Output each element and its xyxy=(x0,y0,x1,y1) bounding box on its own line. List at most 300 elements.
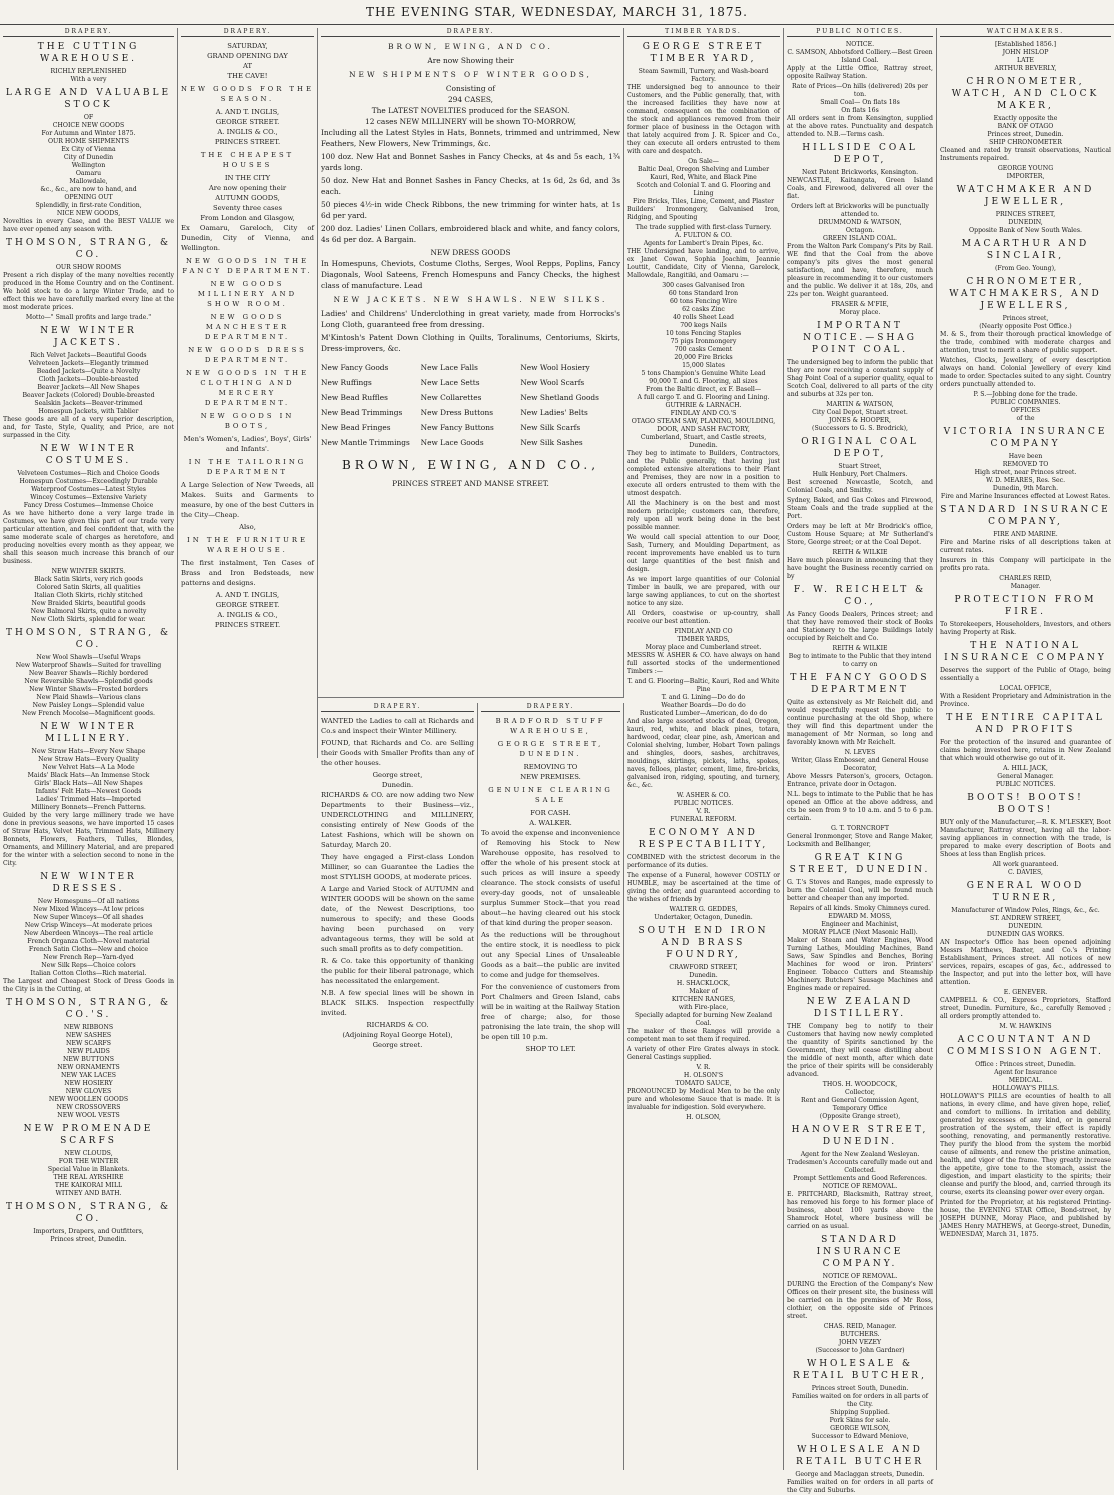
text-line: New Plaid Shawls—Various clans xyxy=(36,694,141,701)
text-line: 90,000 T. and G. Flooring, all sizes xyxy=(649,378,758,385)
text-line: Homespun Costumes—Exceedingly Durable xyxy=(19,478,158,485)
text-line: THOMSON, STRANG, & CO. xyxy=(6,238,171,260)
text-line: GEORGE STREET TIMBER YARD, xyxy=(642,42,765,64)
text-line: AT xyxy=(242,62,253,70)
text-line: ACCOUNTANT AND COMMISSION AGENT. xyxy=(947,1035,1104,1057)
text-line: STANDARD INSURANCE COMPANY, xyxy=(940,505,1111,527)
text-line: OPENING OUT xyxy=(64,194,113,201)
text-line: OF xyxy=(83,114,94,121)
text-line: Successor to Edward Meniove, xyxy=(811,1433,909,1440)
text-line: New Waterproof Shawls—Suited for travelling xyxy=(15,662,162,669)
text-line: A. FULTON & CO. xyxy=(675,232,732,239)
text-line: NEW CROSSOVERS xyxy=(56,1104,121,1111)
text-line: 700 casks Cement xyxy=(674,346,733,353)
text-line: NEW PREMISES. xyxy=(520,773,581,781)
text-line: GENERAL WOOD TURNER, xyxy=(966,881,1085,903)
text-line: NEW ORNAMENTS xyxy=(57,1064,120,1071)
text-line: The maker of these Ranges will provide a competent man to set them if required. xyxy=(627,1028,780,1043)
fancy-goods-item: New Wool Hosiery xyxy=(520,363,590,372)
text-line: Kauri, Red, White, and Black Pine xyxy=(650,174,757,181)
text-line: HOLLOWAY'S PILLS are ecounties of health to all nations, in every clime, and have given hope, relief, and comfort to millions. In irritation and debility, generated by excesses of any kind, or in general prostration of the system, their effect is rapidly soothing, renovating, and permanently restorative. They purify the blood from the system the morbid cause of ailments, and renew the pristine animation, health, and vigor of the frame. They greatly increase the appetite, give tone to the stomach, assist the digestion, and impart elasticity to the spirits; their cleanse and purify the blood, and, carried through its course, exerts its cleansing power over every organ. xyxy=(940,1093,1111,1196)
fancy-goods-item: New Collarettes xyxy=(420,393,482,402)
text-line: Seventy three cases xyxy=(212,204,283,212)
fancy-goods-item: New Lace Setts xyxy=(420,378,480,387)
text-line: Repairs of all kinds. Smoky Chimneys cured. xyxy=(789,905,931,912)
text-line: FINDLAY AND CO.'S xyxy=(670,410,737,417)
text-line: GEORGE YOUNG xyxy=(997,165,1054,172)
text-line: Agents for Lambert's Drain Pipes, &c. xyxy=(643,240,764,247)
fancy-goods-item: New Mantle Trimmings xyxy=(321,438,410,447)
text-line: 20,000 Fire Bricks xyxy=(674,354,733,361)
text-line: C. SAMSON, Abbotsford Colliery.—Best Green Island Coal. xyxy=(787,49,933,64)
text-line: Oamaru xyxy=(75,170,102,177)
text-line: Above Messrs Paterson's, grocers, Octagon. Entrance, private door in Octagon. xyxy=(787,773,933,788)
fancy-goods-item: New Dress Buttons xyxy=(420,408,494,417)
column-header: DRAPERY. xyxy=(481,703,620,712)
text-line: GEORGE STREET. xyxy=(215,118,280,126)
text-line: HILLSIDE COAL DEPOT, xyxy=(802,143,918,165)
text-line: NEW WOOL VESTS xyxy=(57,1112,120,1119)
text-line: MESSRS W. ASHER & CO. have always on hand full assorted stocks of the undermentioned Timbers :— xyxy=(627,652,780,675)
text-line: NEW SCARFS xyxy=(66,1040,111,1047)
fancy-goods-list xyxy=(321,362,620,448)
text-line: COMBINED with the strictest decorum in the performance of its duties. xyxy=(627,854,780,869)
text-line: French Organza Cloth—Novel material xyxy=(27,938,150,945)
text-line: City Coal Depot, Stuart street. xyxy=(812,409,908,416)
text-line: (From Geo. Young), xyxy=(995,265,1056,272)
text-line: Mallowdale, xyxy=(69,178,108,185)
text-line: M'Kintosh's Patent Down Clothing in Quilts, Toralinums, Centoriums, Skirts, Dress-improvers, &c. xyxy=(321,333,620,353)
text-line: SHOP TO LET. xyxy=(525,1045,576,1053)
text-line: Ladies' Trimmed Hats—Imported xyxy=(36,796,141,803)
text-line: THE NATIONAL INSURANCE COMPANY xyxy=(944,641,1107,663)
text-line: GRAND OPENING DAY xyxy=(207,52,288,60)
text-line: Beaver Jackets (Colored) Double-breasted xyxy=(22,392,155,399)
text-line: N.L. begs to intimate to the Public that he has opened an Office at the above address, and cts be seen from 9 to 10 a.m. and 5 to 6 p.m. certain. xyxy=(787,791,933,822)
text-line: NEWCASTLE, Kaitangata, Green Island Coals, and Firewood, delivered all over the flat. xyxy=(787,177,933,200)
text-line: THE CUTTING WAREHOUSE. xyxy=(37,42,140,64)
text-line: BROWN, EWING, AND CO. xyxy=(388,42,553,51)
text-line: Special Value in Blankets. xyxy=(47,1166,130,1173)
text-line: Apply at the Little Office, Rattray street, opposite Railway Station. xyxy=(787,65,933,80)
text-line: The trade supplied with first-class Turnery. xyxy=(635,224,772,231)
text-line: The LATEST NOVELTIES produced for the SEASON. xyxy=(371,106,570,115)
text-line: NEW PROMENADE SCARFS xyxy=(23,1124,154,1146)
text-line: 75 pigs Ironmongery xyxy=(670,338,737,345)
text-line: Pork Skins for sale. xyxy=(829,1417,891,1424)
text-line: NEW WINTER SKIRTS. xyxy=(51,568,126,575)
text-line: M. W. HAWKINS xyxy=(999,1023,1052,1030)
text-line: French Satin Cloths—New and choice xyxy=(28,946,149,953)
text-line: [Established 1856.] xyxy=(994,41,1057,48)
text-line: Beaver Jackets—All New Shapes xyxy=(37,384,140,391)
text-line: FINDLAY AND CO xyxy=(674,628,733,635)
text-line: NEW BUTTONS xyxy=(62,1056,115,1063)
text-line: New French Mocolse—Magnificent goods. xyxy=(21,710,156,717)
text-line: Cloth Jackets—Double-breasted xyxy=(38,376,139,383)
text-line: Exactly opposite the xyxy=(993,115,1058,122)
text-line: (Successors to G. S. Brodrick), xyxy=(812,425,908,432)
text-line: GUTHRIE & LARNACH. xyxy=(665,402,742,409)
text-line: Dunedin. xyxy=(381,781,414,789)
column-header: DRAPERY. xyxy=(321,703,474,712)
text-line: New Balmoral Skirts, quite a novelty xyxy=(30,608,147,615)
text-line: F. W. REICHELT & CO., xyxy=(793,585,927,607)
text-line: Deserves the support of the Public of Otago, being essentially a xyxy=(940,667,1111,682)
text-line: AN Inspector's Office has been opened adjoining Messrs Matthews, Baxter, and Co.'s Printing Establishment, Princes street. All notices of new services, repairs, escapes of gas, &c., addressed to the Inspector, and put into the letter box, will have attention. xyxy=(940,939,1111,986)
masthead-title: THE EVENING STAR, WEDNESDAY, MARCH 31, 1875. xyxy=(366,5,748,19)
text-line: CRAWFORD STREET, xyxy=(669,964,738,971)
text-line: Fire Bricks, Tiles, Lime, Cement, and Plaster xyxy=(632,198,775,205)
text-line: In Homespuns, Cheviots, Costume Cloths, Serges, Wool Repps, Poplins, Fancy Diagonals, Wool Sateens, French Homespuns and Fancy Checks, the highest class of manufacture. Lead xyxy=(321,259,620,290)
text-line: New Crisp Winceys—At moderate prices xyxy=(24,922,153,929)
text-line: Infants' Felt Hats—Newest Goods xyxy=(35,788,142,795)
text-line: Guided by the very large millinery trade we have done in previous seasons, we have imported 15 cases of Straw Hats, Velvet Hats, Trimmed Hats, Millinery Bonnets, Flowers, Feathers, Tulles, Blondes, Ornaments, and Millinery Material, and are prepared for the winter with a selection second to none in the City. xyxy=(3,812,174,867)
text-line: W. D. MEARES, Res. Sec. xyxy=(985,477,1066,484)
text-line: EDWARD M. MOSS, xyxy=(828,913,892,920)
text-line: We would call special attention to our Door, Sash, Turnery, and Moulding Department, as recent improvements have enabled us to turn out large quantities of the best finish and design. xyxy=(627,534,780,573)
text-line: As we have hitherto done a very large trade in Costumes, we have given this part of our trade very particular attention, and feel confident that, with the same moderate scale of charges as heretofore, and producing novelties every month as they appear, we shall this season much increase this branch of our business. xyxy=(3,510,174,565)
text-line: 100 doz. New Hat and Bonnet Sashes in Fancy Checks, at 4s and 5s each, 1¾ yards long. xyxy=(321,152,620,172)
text-line: Have been xyxy=(1008,453,1043,460)
text-line: Maker of xyxy=(689,988,718,995)
text-line: Wellington xyxy=(71,162,106,169)
text-line: DUNEDIN, xyxy=(1008,219,1043,226)
column-header: WATCHMAKERS. xyxy=(940,28,1111,37)
text-line: N.B. A few special lines will be shown in BLACK SILKS. Inspection respectfully invited. xyxy=(321,989,474,1017)
text-line: 40 rolls Sheet Lead xyxy=(672,314,735,321)
text-line: THOMSON, STRANG, & CO. xyxy=(6,628,171,650)
column-drapery-brown-ewing xyxy=(318,28,624,698)
text-line: Collector, xyxy=(845,1089,875,1096)
text-line: THE undersigned beg to announce to their Customers, and the Public generally, that, with the increased facilities they have now at command, consequent on the combination of the stock and appliances removed from their former place of business in the Octagon with that lately acquired from J. R. Spicer and Co., they can execute all orders entrusted to them with care and despatch. xyxy=(627,84,780,155)
text-line: New Beaver Shawls—Richly bordered xyxy=(28,670,149,677)
text-line: George and Maclaggan streets, Dunedin. xyxy=(795,1471,925,1478)
text-line: Beg to intimate to the Public that they intend to carry on xyxy=(788,653,932,668)
text-line: VICTORIA INSURANCE COMPANY xyxy=(943,427,1108,449)
text-line: P. S.—Jobbing done for the trade. xyxy=(973,391,1078,398)
text-line: Small Coal— On flats 18s xyxy=(820,99,900,106)
text-line: V. R. xyxy=(696,1064,711,1071)
text-line: IMPORTER, xyxy=(1006,173,1045,180)
text-line: Builders' Ironmongery, Galvanised Iron, Ridging, and Spouting xyxy=(627,206,780,221)
text-line: Wincey Costumes—Extensive Variety xyxy=(30,494,147,501)
text-line: 200 doz. Ladies' Linen Collars, embroidered black and white, and fancy colors, 4s 6d per doz. A Bargain. xyxy=(321,224,620,244)
text-line: GEORGE STREET. xyxy=(215,601,280,609)
text-line: George street, xyxy=(372,771,423,779)
text-line: George street. xyxy=(372,1041,423,1049)
column-body xyxy=(181,41,314,630)
fancy-goods-item: New Silk Scarfs xyxy=(520,423,581,432)
text-line: GENUINE CLEARING SALE xyxy=(488,786,613,804)
text-line: New Homespuns—Of all nations xyxy=(37,898,140,905)
text-line: 700 kegs Nails xyxy=(680,322,727,329)
text-line: JOHN VEZEY xyxy=(838,1339,882,1346)
text-line: Orders may be left at Mr Brodrick's office, Custom House Square; at Mr Sutherland's Store, George street; or at the Coal Depot. xyxy=(787,523,933,546)
text-line: BANK OF OTAGO xyxy=(997,123,1054,130)
text-line: Ex Oamaru, Gareloch, City of Dunedin, City of Vienna, and Wellington. xyxy=(181,224,314,252)
text-line: Ladies' and Childrens' Underclothing in great variety, made from Horrocks's Long Cloth, guaranteed free from dressing. xyxy=(321,309,620,329)
text-line: WANTED the Ladies to call at Richards and Co.s and inspect their Winter Millinery. xyxy=(321,717,474,735)
text-line: SATURDAY, xyxy=(227,42,268,50)
text-line: HOLLOWAY'S PILLS. xyxy=(992,1085,1059,1092)
text-line: Sydney, Baked, and Gas Cokes and Firewood, Steam Coals and the trade supplied at the Port. xyxy=(787,497,933,520)
text-line: General Ironmonger, Stove and Range Maker, Locksmith and Bellhanger, xyxy=(787,833,933,848)
text-line: Cumberland, Stuart, and Castle streets, Dunedin. xyxy=(640,434,767,449)
text-line: WHOLESALE & RETAIL BUTCHER, xyxy=(793,1359,927,1381)
text-line: With a Resident Proprietary and Administration in the Province. xyxy=(940,693,1111,708)
text-line: Dunedin, 9th March. xyxy=(992,485,1059,492)
text-line: A full cargo T. and G. Flooring and Lining. xyxy=(637,394,770,401)
text-line: The Largest and Cheapest Stock of Dress Goods in the City is in the Cutting, at xyxy=(3,978,174,993)
text-line: NOTICE. xyxy=(845,41,875,48)
text-line: REITH & WILKIE xyxy=(832,549,888,556)
column-header: DRAPERY. xyxy=(181,28,314,37)
text-line: New Velvet Hats—A La Mode xyxy=(42,764,135,771)
column-public-notices xyxy=(784,28,937,1494)
text-line: NEW PLAIDS xyxy=(67,1048,110,1055)
text-line: Ex City of Vienna xyxy=(61,146,116,153)
text-line: MARTIN & WATSON, xyxy=(826,401,894,408)
text-line: NEW RIBBONS xyxy=(63,1024,114,1031)
text-line: Sealskin Jackets—Beaver-trimmed xyxy=(34,400,143,407)
fancy-goods-item: New Fancy Goods xyxy=(321,363,389,372)
text-line: OUR SHOW ROOMS xyxy=(55,264,122,271)
text-line: FUNERAL REFORM. xyxy=(670,816,737,823)
text-line: New Paisley Longs—Splendid value xyxy=(32,702,145,709)
text-line: Motto—" Small profits and large trade." xyxy=(25,314,152,321)
text-line: 15,000 Slates xyxy=(682,362,725,369)
text-line: From the Baltic direct, ex F. Basell— xyxy=(645,386,762,393)
text-line: Homespun Jackets, with Tablier xyxy=(38,408,139,415)
text-line: Rusticated Lumber—American, do do do xyxy=(639,710,768,717)
text-line: Stuart Street, xyxy=(838,463,882,470)
text-line: C. DAVIES, xyxy=(1008,869,1043,876)
text-line: To avoid the expense and inconvenience of Removing his Stock to New Warehouse opposite, has resolved to offer the whole of his present stock at such prices as will insure a speedy clearance. The stock consists of useful every-day goods, not of unsaleable surplus Summer Stock—that you read about—he having cleared out his stock of that kind during the proper season. xyxy=(481,829,620,927)
fancy-goods-item: New Ruffings xyxy=(321,378,372,387)
text-line: THE Undersigned have landing, and to arrive, ex Janet Cowan, Sophia Joachim, Jeannie Louttit, Candidate, City of Vienna, Garelock, Mallowdale, Rangitiki, and Oamaru :— xyxy=(627,248,780,279)
text-line: A. HILL JACK, xyxy=(1003,765,1048,772)
fancy-goods-item: New Bead Ruffles xyxy=(321,393,388,402)
text-line: H. OLSON'S xyxy=(683,1072,724,1079)
column-body xyxy=(787,41,933,1495)
column-body xyxy=(321,716,474,1050)
text-line: NEW DRESS GOODS xyxy=(430,248,511,257)
text-line: A. INGLIS & CO., xyxy=(217,611,278,619)
text-line: STANDARD INSURANCE COMPANY. xyxy=(816,1235,904,1269)
text-line: THE CHEAPEST HOUSES xyxy=(200,151,295,169)
text-line: Black Satin Skirts, very rich goods xyxy=(34,576,143,583)
text-line: JOHN HISLOP xyxy=(1002,49,1049,56)
text-line: REMOVED TO xyxy=(1002,461,1049,468)
text-line: IN THE CITY xyxy=(224,174,271,182)
text-line: OTAGO STEAM SAW, PLANING, MOULDING, DOOR, AND SASH FACTORY, xyxy=(631,418,776,433)
text-line: KITCHEN RANGES, xyxy=(671,996,736,1003)
fancy-goods-item: New Shetland Goods xyxy=(520,393,599,402)
text-line: A. INGLIS & CO., xyxy=(217,128,278,136)
fancy-goods-item: New Silk Sashes xyxy=(520,438,583,447)
text-line: They have engaged a First-class London Milliner, so can Guarantee the Ladies the most STYLISH GOODS, at moderate prices. xyxy=(321,853,474,881)
text-line: Families waited on for orders in all parts of the City and Suburbs. xyxy=(787,1479,933,1494)
text-line: Orders left at Brickworks will be punctually attended to. xyxy=(791,203,929,218)
text-line: GREEN ISLAND COAL. xyxy=(823,235,897,242)
text-line: LATE xyxy=(1017,57,1034,64)
text-line: THE ENTIRE CAPITAL AND PROFITS xyxy=(946,713,1105,735)
text-line: Velveteen Costumes—Rich and Choice Goods xyxy=(17,470,160,477)
text-line: NOTICE OF REMOVAL. xyxy=(822,1273,898,1280)
text-line: NEW WINTER JACKETS. xyxy=(40,326,137,348)
text-line: New Mixed Winceys—At low prices xyxy=(33,906,144,913)
fancy-goods-item: New Wool Scarfs xyxy=(520,378,585,387)
text-line: Next Patent Brickworks, Kensington. xyxy=(801,169,919,176)
text-line: These goods are all of a very superior description, and, for Taste, Style, Quality, and Price, are not surpassed in the City. xyxy=(3,416,174,439)
text-line: PROTECTION FROM FIRE. xyxy=(954,595,1097,617)
text-line: New Super Winceys—Of all shades xyxy=(33,914,144,921)
text-line: NEW CLOUDS, xyxy=(64,1150,113,1157)
text-line: MEDICAL. xyxy=(1008,1077,1043,1084)
text-line: For Autumn and Winter 1875. xyxy=(41,130,136,137)
text-line: All the Machinery is on the best and most modern principle; customers can, therefore, rely upon all work being done in the best possible manner. xyxy=(627,500,780,531)
text-line: THOMSON, STRANG, & CO. xyxy=(6,1202,171,1224)
text-line: Rate of Prices—On hills (delivered) 20s per ton. xyxy=(792,83,928,98)
text-line: BOOTS! BOOTS! BOOTS! xyxy=(967,793,1084,815)
text-line: High street, near Princes street. xyxy=(974,469,1077,476)
fancy-goods-item: New Lace Goods xyxy=(420,438,484,447)
text-line: (Adjoining Royal George Hotel), xyxy=(342,1031,453,1039)
fancy-goods-item: New Fancy Buttons xyxy=(420,423,494,432)
column-drapery-walker xyxy=(478,703,624,1470)
text-line: 294 CASES, xyxy=(447,95,494,104)
text-line: THE REAL AYRSHIRE xyxy=(53,1174,124,1181)
text-line: LOCAL OFFICE, xyxy=(999,685,1052,692)
text-line: W. ASHER & CO. xyxy=(676,792,731,799)
text-line: Scotch and Colonial T. and G. Flooring and Lining xyxy=(636,182,771,197)
text-line: New Braided Skirts, beautiful goods xyxy=(31,600,146,607)
text-line: New Aberdeen Winceys—The real article xyxy=(23,930,154,937)
text-line: THE KAIKORAI MILL xyxy=(54,1182,123,1189)
text-line: Rent and General Commission Agent, xyxy=(801,1097,919,1104)
text-line: Agent for the New Zealand Wesleyan. xyxy=(800,1151,920,1158)
text-line: Are now Showing their xyxy=(427,56,514,65)
text-line: PRINCES STREET, xyxy=(995,211,1056,218)
text-line: DURING the Erection of the Company's New Offices on their present site, the business will be carried on in the premises of Mr Ross, clothier, on the opposite side of Princes street. xyxy=(787,1281,933,1320)
fancy-goods-item: New Lace Falls xyxy=(420,363,478,372)
text-line: REITH & WILKIE xyxy=(832,645,888,652)
text-line: New French Rep—Yarn-dyed xyxy=(43,954,134,961)
text-line: (Opposite Grange street), xyxy=(819,1113,901,1120)
text-line: with Fire-place, xyxy=(678,1004,729,1011)
text-line: Men's Women's, Ladies', Boys', Girls' and Infants'. xyxy=(183,435,312,453)
text-line: Temporary Office xyxy=(832,1105,888,1112)
text-line: ECONOMY AND RESPECTABILITY, xyxy=(638,828,769,850)
text-line: Princes street South, Dunedin. xyxy=(811,1385,909,1392)
text-line: A Large and Varied Stock of AUTUMN and WINTER GOODS will be shown on the same date, of the Newest Descriptions, too numerous to specify; and these Goods having been purchased on very advantageous terms, they will be sold at such small profits as to defy competition. xyxy=(321,885,474,953)
text-line: On Sale— xyxy=(688,158,719,165)
text-line: And also large assorted stocks of deal, Oregon, kauri, red, white, and black pines, totara, hardwood, cedar, clear pine, ash, American and Colonial shelving, lumber, Hobart Town palings and shingles, doors, sashes, architraves, mouldings, skirtings, pickets, laths, spokes, naves, felloes, plaster, cement, lime, fire-bricks, galvanised iron, ridging, spouting, and turnery, &c., &c. xyxy=(627,718,780,789)
text-line: Importers, Drapers, and Outfitters, xyxy=(33,1228,144,1235)
text-line: New Straw Hats—Every New Shape xyxy=(31,748,146,755)
text-line: Girls' Black Hats—All New Shapes xyxy=(34,780,143,787)
text-line: NOTICE OF REMOVAL. xyxy=(822,1183,898,1190)
text-line: (Successor to John Gardner) xyxy=(815,1347,905,1354)
text-line: G. T.'s Stoves and Ranges, made expressly to burn the Colonial Coal, will be found much better and cheaper than any imported. xyxy=(787,879,933,902)
text-line: Watches, Clocks, Jewellery, of every description always on hand. Colonial Jewellery of every kind made to order. Spectacles suited to any sight. Country orders punctually attended to. xyxy=(940,357,1112,388)
text-line: 60 tons Fencing Wire xyxy=(670,298,737,305)
text-line: Moray place and Cumberland street. xyxy=(645,644,762,651)
text-line: For the convenience of customers from Port Chalmers and Green Island, cabs will be in waiting at the Railway Station free of charge; also, for those patronising the late train, the shop will be open till 10 p.m. xyxy=(481,983,620,1041)
text-line: As the reductions will be throughout the entire stock, it is needless to pick out any Special Lines of Unsaleable Goods as a bait—the public are invited to come and judge for themselves. xyxy=(481,931,620,979)
text-line: 300 cases Galvanised Iron xyxy=(662,282,745,289)
text-line: NEW GOODS IN THE FANCY DEPARTMENT. xyxy=(182,257,313,275)
text-line: Writer, Glass Embosser, and General House Decorator, xyxy=(791,757,929,772)
text-line: 12 cases NEW MILLINERY will be shown TO-MORROW, xyxy=(365,117,576,126)
text-line: Manager. xyxy=(1010,583,1041,590)
text-line: G. T. TORNCROFT xyxy=(831,825,889,832)
column-body xyxy=(627,41,780,1122)
text-line: Office : Princes street, Dunedin. xyxy=(975,1061,1076,1068)
text-line: City of Dunedin xyxy=(63,154,114,161)
text-line: RICHARDS & CO. are now adding two New Departments to their Business—viz., UNDERCLOTHING and MILLINERY, consisting entirely of New Goods of the Latest Fashions, which will be shown on Saturday, March 20. xyxy=(321,791,474,849)
text-line: Princes street, Dunedin. xyxy=(50,1236,127,1243)
text-line: NEW SASHES xyxy=(65,1032,112,1039)
text-line: Cleaned and rated by transit observations, Nautical Instruments repaired. xyxy=(940,147,1111,162)
text-line: NEW GOODS MANCHESTER DEPARTMENT. xyxy=(204,313,291,341)
text-line: General Manager. xyxy=(997,773,1054,780)
text-line: NEW ZEALAND DISTILLERY. xyxy=(806,997,914,1019)
text-line: Families waited on for orders in all parts of the City. xyxy=(791,1393,929,1408)
text-line: Waterproof Costumes—Latest Styles xyxy=(31,486,146,493)
text-line: Velveteen Jackets—Elegantly trimmed xyxy=(28,360,149,367)
text-line: 50 doz. New Hat and Bonnet Sashes in Fancy Checks, at 1s 6d, 2s 6d, and 3s each. xyxy=(321,176,620,196)
text-line: CAMPBELL & CO., Express Proprietors, Stafford street, Dunedin. Furniture, &c., carefully Removed ; all orders promptly attended to. xyxy=(940,997,1111,1020)
fancy-goods-item: New Bead Fringes xyxy=(321,423,391,432)
text-line: PRINCES STREET. xyxy=(214,138,281,146)
text-line: T. and G. Lining—Do do do xyxy=(661,694,746,701)
text-line: Insurers in this Company will participate in the profits pro rata. xyxy=(940,557,1111,572)
fancy-goods-item: New Ladies' Belts xyxy=(520,408,588,417)
text-line: NEW GOODS FOR THE SEASON. xyxy=(181,85,314,103)
text-line: Tradesmen's Accounts carefully made out and Collected. xyxy=(787,1159,933,1174)
text-line: NEW SHIPMENTS OF WINTER GOODS, xyxy=(349,70,592,79)
text-line: FIRE AND MARINE. xyxy=(993,531,1058,538)
column-header: DRAPERY. xyxy=(3,28,174,37)
column-drapery-inglis xyxy=(178,28,318,758)
text-line: NEW WINTER COSTUMES. xyxy=(40,444,137,466)
text-line: FOR CASH. xyxy=(530,809,571,817)
text-line: Fancy Dress Costumes—Immense Choice xyxy=(23,502,154,509)
text-line: New Reversible Shawls—Splendid goods xyxy=(24,678,153,685)
text-line: PUBLIC NOTICES. xyxy=(995,781,1056,788)
text-line: OFFICES xyxy=(1010,407,1041,414)
text-line: New Cloth Skirts, splendid for wear. xyxy=(31,616,146,623)
text-line: ARTHUR BEVERLY, xyxy=(994,65,1057,72)
text-line: CHRONOMETER, WATCHMAKERS, AND JEWELLERS, xyxy=(949,277,1102,311)
text-line: CHRONOMETER, WATCH, AND CLOCK MAKER, xyxy=(951,77,1100,111)
text-line: SHIP CHRONOMETER xyxy=(989,139,1062,146)
text-line: CHARLES REID, xyxy=(999,575,1052,582)
text-line: Including all the Latest Styles in Hats, Bonnets, trimmed and untrimmed, New Feathers, New Flowers, New Trimmings, &c. xyxy=(321,128,620,148)
text-line: BRADFORD STUFF WAREHOUSE, xyxy=(495,717,606,735)
text-line: 5 tons Champion's Genuine White Lead xyxy=(641,370,766,377)
text-line: &c., &c., are now to hand, and xyxy=(40,186,137,193)
text-line: REMOVING TO xyxy=(523,763,578,771)
footer-line: PRINCES STREET AND MANSE STREET. xyxy=(392,479,549,488)
text-line: The first instalment, Ten Cases of Brass and Iron Bedsteads, new patterns and designs. xyxy=(181,559,314,587)
text-line: Prompt Settlements and Good References. xyxy=(793,1175,927,1182)
text-line: THE FANCY GOODS DEPARTMENT xyxy=(790,673,930,695)
text-line: A variety of other Fire Grates always in stock. General Castings supplied. xyxy=(627,1046,780,1061)
text-line: Have much pleasure in announcing that they have bought the Business recently carried on by xyxy=(787,557,933,580)
